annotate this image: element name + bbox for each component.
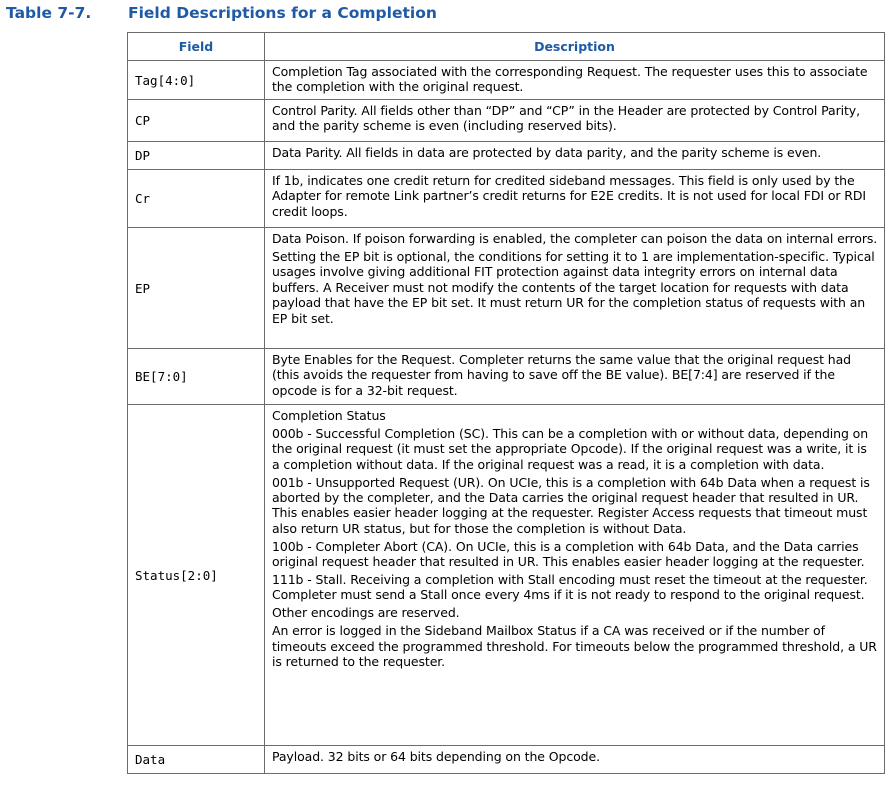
field-description [265,349,885,405]
description-paragraph: Data Parity. All fields in data are protected by data parity, and the parity scheme is even. [272,145,822,160]
description-paragraph: Completion Status [272,408,386,423]
table-row [128,405,885,746]
description-paragraph: 111b - Stall. Receiving a completion with Stall encoding must reset the timeout at the requester. Completer must send a Stall once every 4ms if it is not ready to respond to the original request. [272,572,868,603]
field-description [265,228,885,349]
field-description [265,405,885,746]
description-paragraph: 100b - Completer Abort (CA). On UCIe, this is a completion with 64b Data, and the Data carries original request header that resulted in UR. This enables easier header logging at the requester. [272,538,865,570]
description-paragraph: Control Parity. All fields other than “DP” and “CP” in the Header are protected by Control Parity, and the parity scheme is even (including reserved bits). [272,103,860,134]
table-title: Field Descriptions for a Completion [128,4,437,22]
header-description: Description [265,33,885,61]
description-paragraph: Completion Tag associated with the corresponding Request. The requester uses this to associate the completion with the original request. [272,64,868,95]
field-description [265,746,885,774]
description-paragraph: Byte Enables for the Request. Completer returns the same value that the original request had (this avoids the requester from having to save off the BE value). BE[7:4] are reserved if the opcode is for a 32-bit request. [272,352,851,398]
table-number: Table 7-7. [6,4,92,22]
description-paragraph: 000b - Successful Completion (SC). This can be a completion with or without data, depending on the original request (it must set the appropriate Opcode). If the original request was a write, it is a completion without data. If the original request was a read, it is a completion with data. [272,425,869,472]
table-row [128,170,885,228]
description-paragraph: Other encodings are reserved. [272,605,460,621]
field-description [265,170,885,228]
field-name: Data [128,746,265,774]
description-paragraph: If 1b, indicates one credit return for credited sideband messages. This field is only used by the Adapter for remote Link partner’s credit returns for E2E credits. It is not used for local FDI or RDI credit loops. [272,173,866,219]
field-descriptions-table [127,32,885,774]
header-field: Field [128,33,265,61]
field-name: Status[2:0] [128,405,265,746]
field-description [265,61,885,100]
table-row [128,142,885,170]
field-name: DP [128,142,265,170]
field-name: CP [128,100,265,142]
table-row [128,100,885,142]
field-description [265,142,885,170]
table-row [128,746,885,774]
table-row [128,228,885,349]
table-row [128,61,885,100]
description-paragraph: Data Poison. If poison forwarding is enabled, the completer can poison the data on internal errors. [272,231,878,246]
table-row [128,349,885,405]
field-name: BE[7:0] [128,349,265,405]
description-paragraph: 001b - Unsupported Request (UR). On UCIe, this is a completion with 64b Data when a request is aborted by the completer, and the Data carries the original request header that resulted in UR. This enables easier header logging at the requester. Register Access requests that timeout must also return UR status, but for those the completion is without Data. [272,474,870,536]
field-name: Cr [128,170,265,228]
description-paragraph: An error is logged in the Sideband Mailbox Status if a CA was received or if the number of timeouts exceed the programmed threshold. For timeouts below the programmed threshold, a UR is returned to the requester. [272,623,877,670]
field-name: Tag[4:0] [128,61,265,100]
field-name: EP [128,228,265,349]
description-paragraph: Payload. 32 bits or 64 bits depending on the Opcode. [272,749,600,764]
header-row [128,33,885,61]
description-paragraph: Setting the EP bit is optional, the conditions for setting it to 1 are implementation-specific. Typical usages involve giving additional FIT protection against data integrity errors on internal data buffers. A Receiver must not modify the contents of the target location for requests with data payload that have the EP bit set. It must return UR for the completion status of requests with an EP bit set. [272,248,875,326]
field-description [265,100,885,142]
